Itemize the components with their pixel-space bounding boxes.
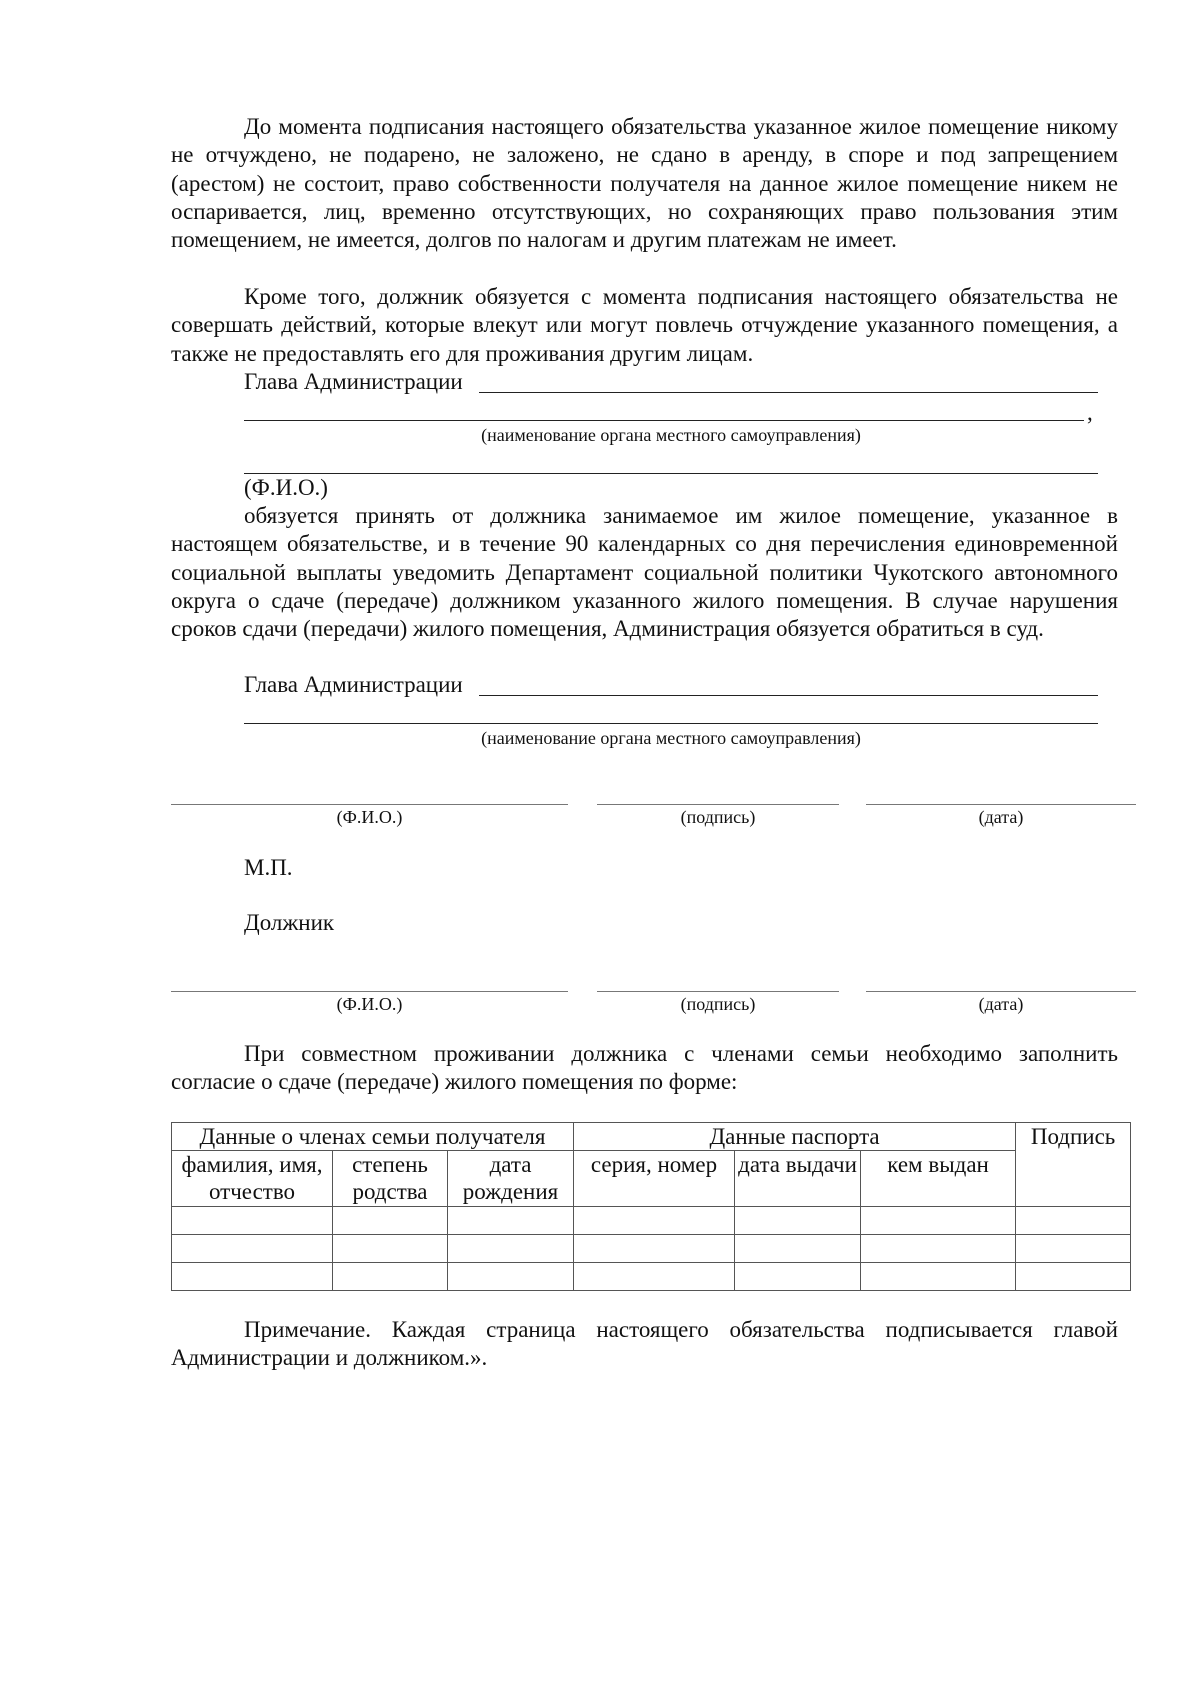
column-header-full-name: фамилия, имя, отчество [172, 1151, 333, 1207]
table-cell[interactable] [333, 1235, 448, 1263]
debtor-sign-caption: (подпись) [680, 994, 756, 1014]
seal-place-label: М.П. [244, 855, 293, 880]
debtor-name-caption: (Ф.И.О.) [336, 994, 403, 1014]
debtor-sign-line [597, 991, 839, 992]
table-cell[interactable] [574, 1263, 735, 1291]
table-cell[interactable] [574, 1235, 735, 1263]
table-cell[interactable] [574, 1207, 735, 1235]
column-header-passport-number: серия, номер [574, 1151, 735, 1207]
signature-name-line [171, 804, 568, 805]
table-cell[interactable] [172, 1235, 333, 1263]
signature-date-caption: (дата) [978, 807, 1024, 827]
organ-fill-line-2 [244, 723, 1098, 724]
table-cell[interactable] [333, 1263, 448, 1291]
organ-caption: (наименование органа местного самоуправления) [481, 425, 861, 445]
table-row [172, 1263, 1131, 1291]
passport-data-header: Данные паспорта [574, 1123, 1016, 1151]
table-group-header-row [172, 1123, 1131, 1151]
family-members-table [171, 1122, 1131, 1291]
organ-fill-line [244, 420, 1084, 421]
table-cell[interactable] [333, 1207, 448, 1235]
table-row [172, 1235, 1131, 1263]
table-cell[interactable] [448, 1235, 574, 1263]
table-cell[interactable] [735, 1263, 861, 1291]
debtor-date-caption: (дата) [978, 994, 1024, 1014]
table-cell[interactable] [172, 1207, 333, 1235]
head-admin-label: Глава Администрации [244, 369, 463, 394]
table-column-header-row [172, 1151, 1131, 1207]
signature-sign-caption: (подпись) [680, 807, 756, 827]
table-cell[interactable] [172, 1263, 333, 1291]
fio-label: (Ф.И.О.) [244, 475, 328, 500]
signature-header: Подпись [1016, 1123, 1131, 1207]
debtor-date-line [866, 991, 1136, 992]
table-cell[interactable] [448, 1207, 574, 1235]
head-admin-fill-line [479, 392, 1098, 393]
signature-date-line [866, 804, 1136, 805]
table-cell[interactable] [735, 1235, 861, 1263]
family-data-header: Данные о членах семьи получателя [172, 1123, 574, 1151]
table-cell[interactable] [1016, 1235, 1131, 1263]
paragraph-no-encumbrances: До момента подписания настоящего обязательства указанное жилое помещение никому не отчуждено, не подарено, не заложено, не сдано в аренду, в споре и под запрещением (арестом) не состоит, право собственности получателя на данное жилое помещение никем не оспаривается, лиц, временно отсутствующих, но сохраняющих право пользования этим помещением, не имеется, долгов по налогам и другим платежам не имеет. [171, 114, 1118, 253]
paragraph-debtor-obligation: Кроме того, должник обязуется с момента подписания настоящего обязательства не совершать действий, которые влекут или могут повлечь отчуждение указанного помещения, а также не предоставлять его для проживания другим лицам. [171, 284, 1118, 366]
table-row [172, 1207, 1131, 1235]
table-cell[interactable] [1016, 1263, 1131, 1291]
signature-sign-line [597, 804, 839, 805]
comma-mark: , [1087, 400, 1093, 425]
column-header-birth-date: дата рождения [448, 1151, 574, 1207]
name-fill-line [244, 473, 1098, 474]
table-cell[interactable] [448, 1263, 574, 1291]
head-admin-fill-line-2 [479, 695, 1098, 696]
table-cell[interactable] [1016, 1207, 1131, 1235]
table-cell[interactable] [735, 1207, 861, 1235]
debtor-name-line [171, 991, 568, 992]
column-header-relation: степень родства [333, 1151, 448, 1207]
table-cell[interactable] [861, 1207, 1016, 1235]
column-header-issued-by: кем выдан [861, 1151, 1016, 1207]
table-cell[interactable] [861, 1263, 1016, 1291]
paragraph-family-consent: При совместном проживании должника с членами семьи необходимо заполнить согласие о сдаче (передаче) жилого помещения по форме: [171, 1041, 1118, 1095]
debtor-label: Должник [244, 910, 335, 935]
table-cell[interactable] [861, 1235, 1016, 1263]
organ-caption-2: (наименование органа местного самоуправления) [481, 728, 861, 748]
column-header-issue-date: дата выдачи [735, 1151, 861, 1207]
head-admin-label-2: Глава Администрации [244, 672, 463, 697]
paragraph-admin-obligation: обязуется принять от должника занимаемое им жилое помещение, указанное в настоящем обязательстве, и в течение 90 календарных со дня перечисления единовременной социальной выплаты уведомить Департамент социальной политики Чукотского автономного округа о сдаче (передаче) должником указанного жилого помещения. В случае нарушения сроков сдачи (передачи) жилого помещения, Администрация обязуется обратиться в суд. [171, 503, 1118, 642]
signature-note: Примечание. Каждая страница настоящего обязательства подписывается главой Администрации и должником.». [171, 1317, 1118, 1371]
signature-name-caption: (Ф.И.О.) [336, 807, 403, 827]
